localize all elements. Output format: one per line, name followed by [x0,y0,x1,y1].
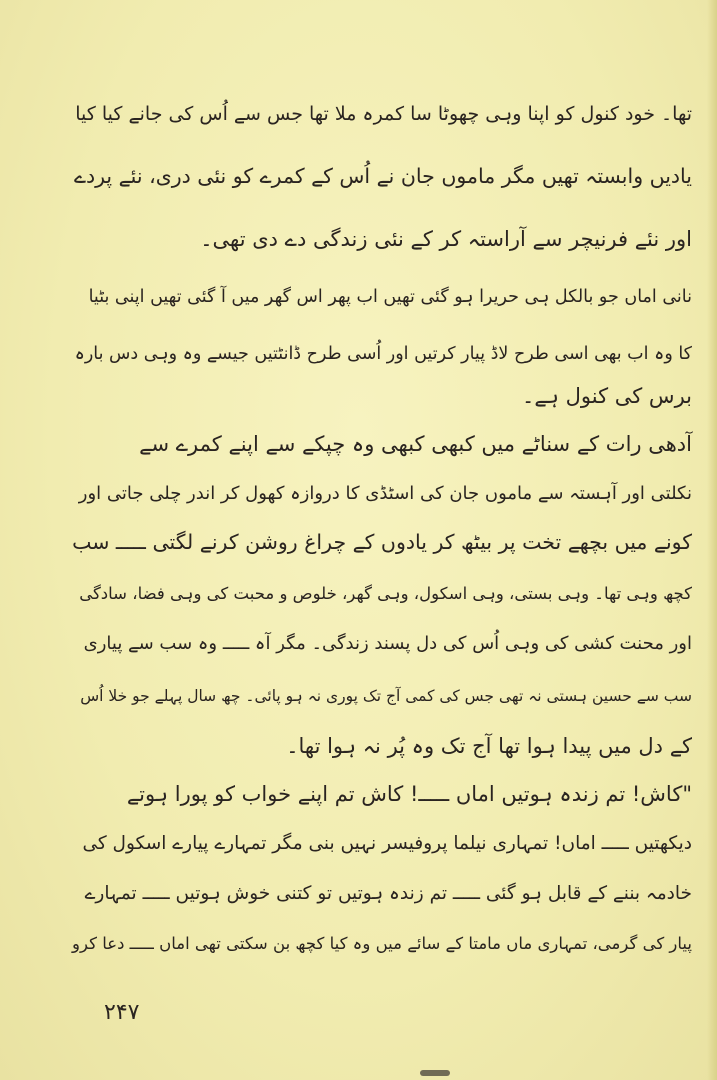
text-line: "کاش! تم زندہ ہوتیں اماں ـــــ! کاش تم اپنے خواب کو پورا ہوتے [126,782,692,806]
text-line: کا وہ اب بھی اسی طرح لاڈ پیار کرتیں اور اُسی طرح ڈانٹتیں جیسے وہ وہی دس بارہ [74,344,692,364]
page-number: ۲۴۷ [104,1000,140,1025]
text-line: خادمہ بننے کے قابل ہو گئی ـــــ تم زندہ ہوتیں تو کتنی خوش ہوتیں ـــــ تمہارے [84,883,692,904]
text-line: آدھی رات کے سناٹے میں کبھی کبھی وہ چپکے سے اپنے کمرے سے [139,432,692,456]
text-line: برس کی کنول ہے۔ [522,384,692,408]
text-line: کونے میں بچھے تخت پر بیٹھ کر یادوں کے چراغ روشن کرنے لگتی ـــــ سب [72,530,692,554]
text-line: اور محنت کشی کی وہی اُس کی دل پسند زندگی۔ مگر آہ ـــــ وہ سب سے پیاری [83,633,692,654]
page-edge-shadow [707,0,717,1080]
text-line: کے دل میں پیدا ہوا تھا آج تک وہ پُر نہ ہوا تھا۔ [286,734,692,758]
text-line: دیکھتیں ـــــ اماں! تمہاری نیلما پروفیسر نہیں بنی مگر تمہارے پیارے اسکول کی [82,833,692,854]
ink-smudge [420,1070,450,1076]
text-line: نکلتی اور آہستہ سے ماموں جان کی اسٹڈی کا دروازہ کھول کر اندر چلی جاتی اور [78,483,692,504]
text-line: کچھ وہی تھا۔ وہی بستی، وہی اسکول، وہی گھر، خلوص و محبت کی وہی فضا، سادگی [79,584,692,603]
text-line: پیار کی گرمی، تمہاری ماں مامتا کے سائے میں وہ کیا کچھ بن سکتی تھی اماں ـــــ دعا کرو [72,934,692,953]
text-line: نانی اماں جو بالکل ہی حریرا ہو گئی تھیں اب پھر اس گھر میں آ گئی تھیں اپنی بٹیا [88,287,692,307]
text-line: اور نئے فرنیچر سے آراستہ کر کے نئی زندگی دے دی تھی۔ [200,227,692,251]
text-line: تھا۔ خود کنول کو اپنا وہی چھوٹا سا کمرہ ملا تھا جس سے اُس کی جانے کیا کیا [75,103,692,125]
text-line: سب سے حسین ہستی نہ تھی جس کی کمی آج تک پوری نہ ہو پائی۔ چھ سال پہلے جو خلا اُس [80,687,692,705]
text-line: یادیں وابستہ تھیں مگر ماموں جان نے اُس کے کمرے کو نئی دری، نئے پردے [73,164,692,188]
